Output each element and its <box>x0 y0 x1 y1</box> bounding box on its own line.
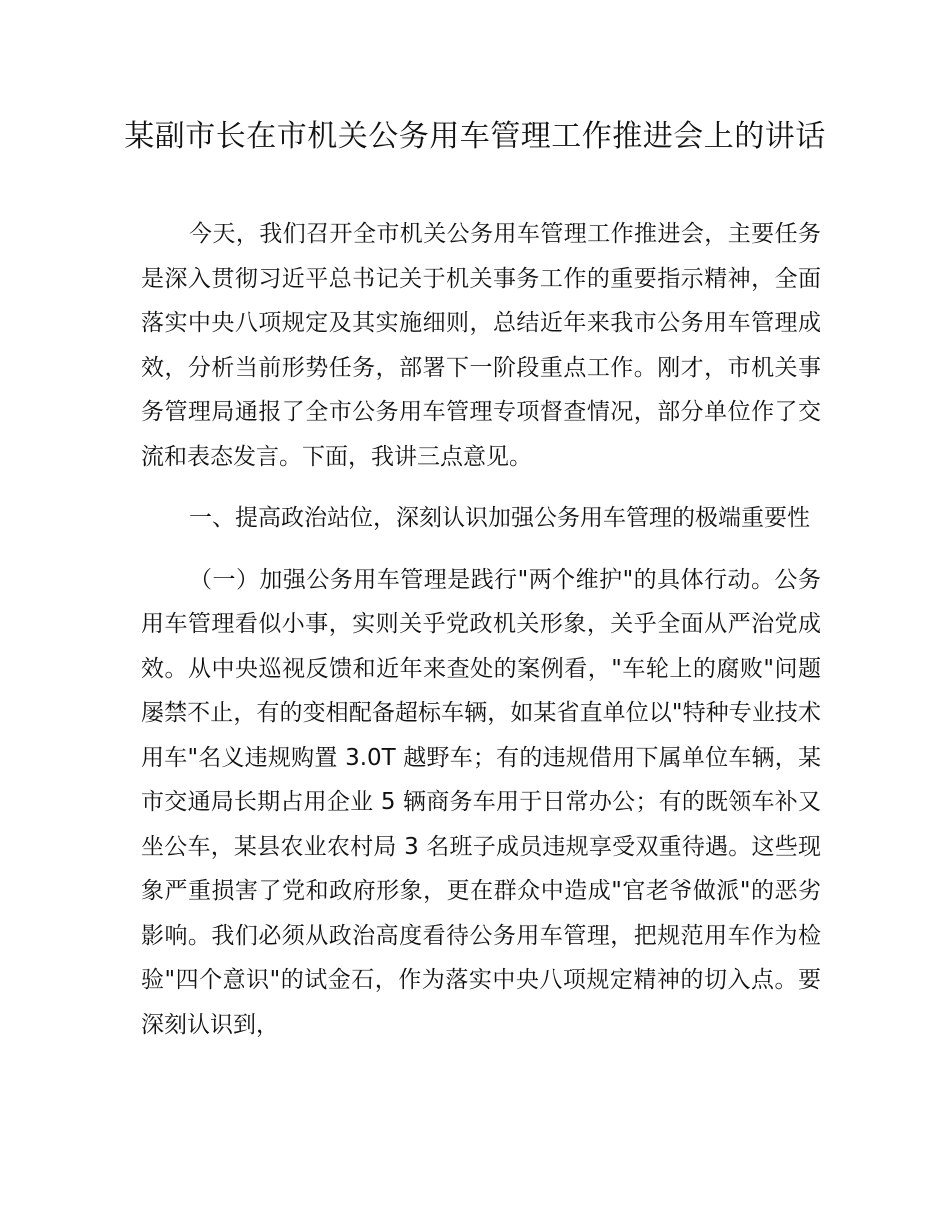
document-body <box>141 212 821 1047</box>
paragraph-subsection-1: （一）加强公务用车管理是践行"两个维护"的具体行动。公务用车管理看似小事，实则关乎党政机关形象，关乎全面从严治党成效。从中央巡视反馈和近年来查处的案例看，"车轮上的腐败"问题屡禁不止，有的变相配备超标车辆，如某省直单位以"特种专业技术用车"名义违规购置 3.0T 越野车；有的违规借用下属单位车辆，某市交通局长期占用企业 5 辆商务车用于日常办公；有的既领车补又坐公车，某县农业农村局 3 名班子成员违规享受双重待遇。这些现象严重损害了党和政府形象，更在群众中造成"官老爷做派"的恶劣影响。我们必须从政治高度看待公务用车管理，把规范用车作为检验"四个意识"的试金石，作为落实中央八项规定精神的切入点。要深刻认识到， <box>141 566 821 1038</box>
document-title: 某副市长在市机关公务用车管理工作推进会上的讲话 <box>124 119 826 154</box>
paragraph-opening: 今天，我们召开全市机关公务用车管理工作推进会，主要任务是深入贯彻习近平总书记关于机关事务工作的重要指示精神，全面落实中央八项规定及其实施细则，总结近年来我市公务用车管理成效，分析当前形势任务，部署下一阶段重点工作。刚才，市机关事务管理局通报了全市公务用车管理专项督查情况，部分单位作了交流和表态发言。下面，我讲三点意见。 <box>141 221 821 470</box>
section-heading-1: 一、提高政治站位，深刻认识加强公务用车管理的极端重要性 <box>189 505 810 531</box>
